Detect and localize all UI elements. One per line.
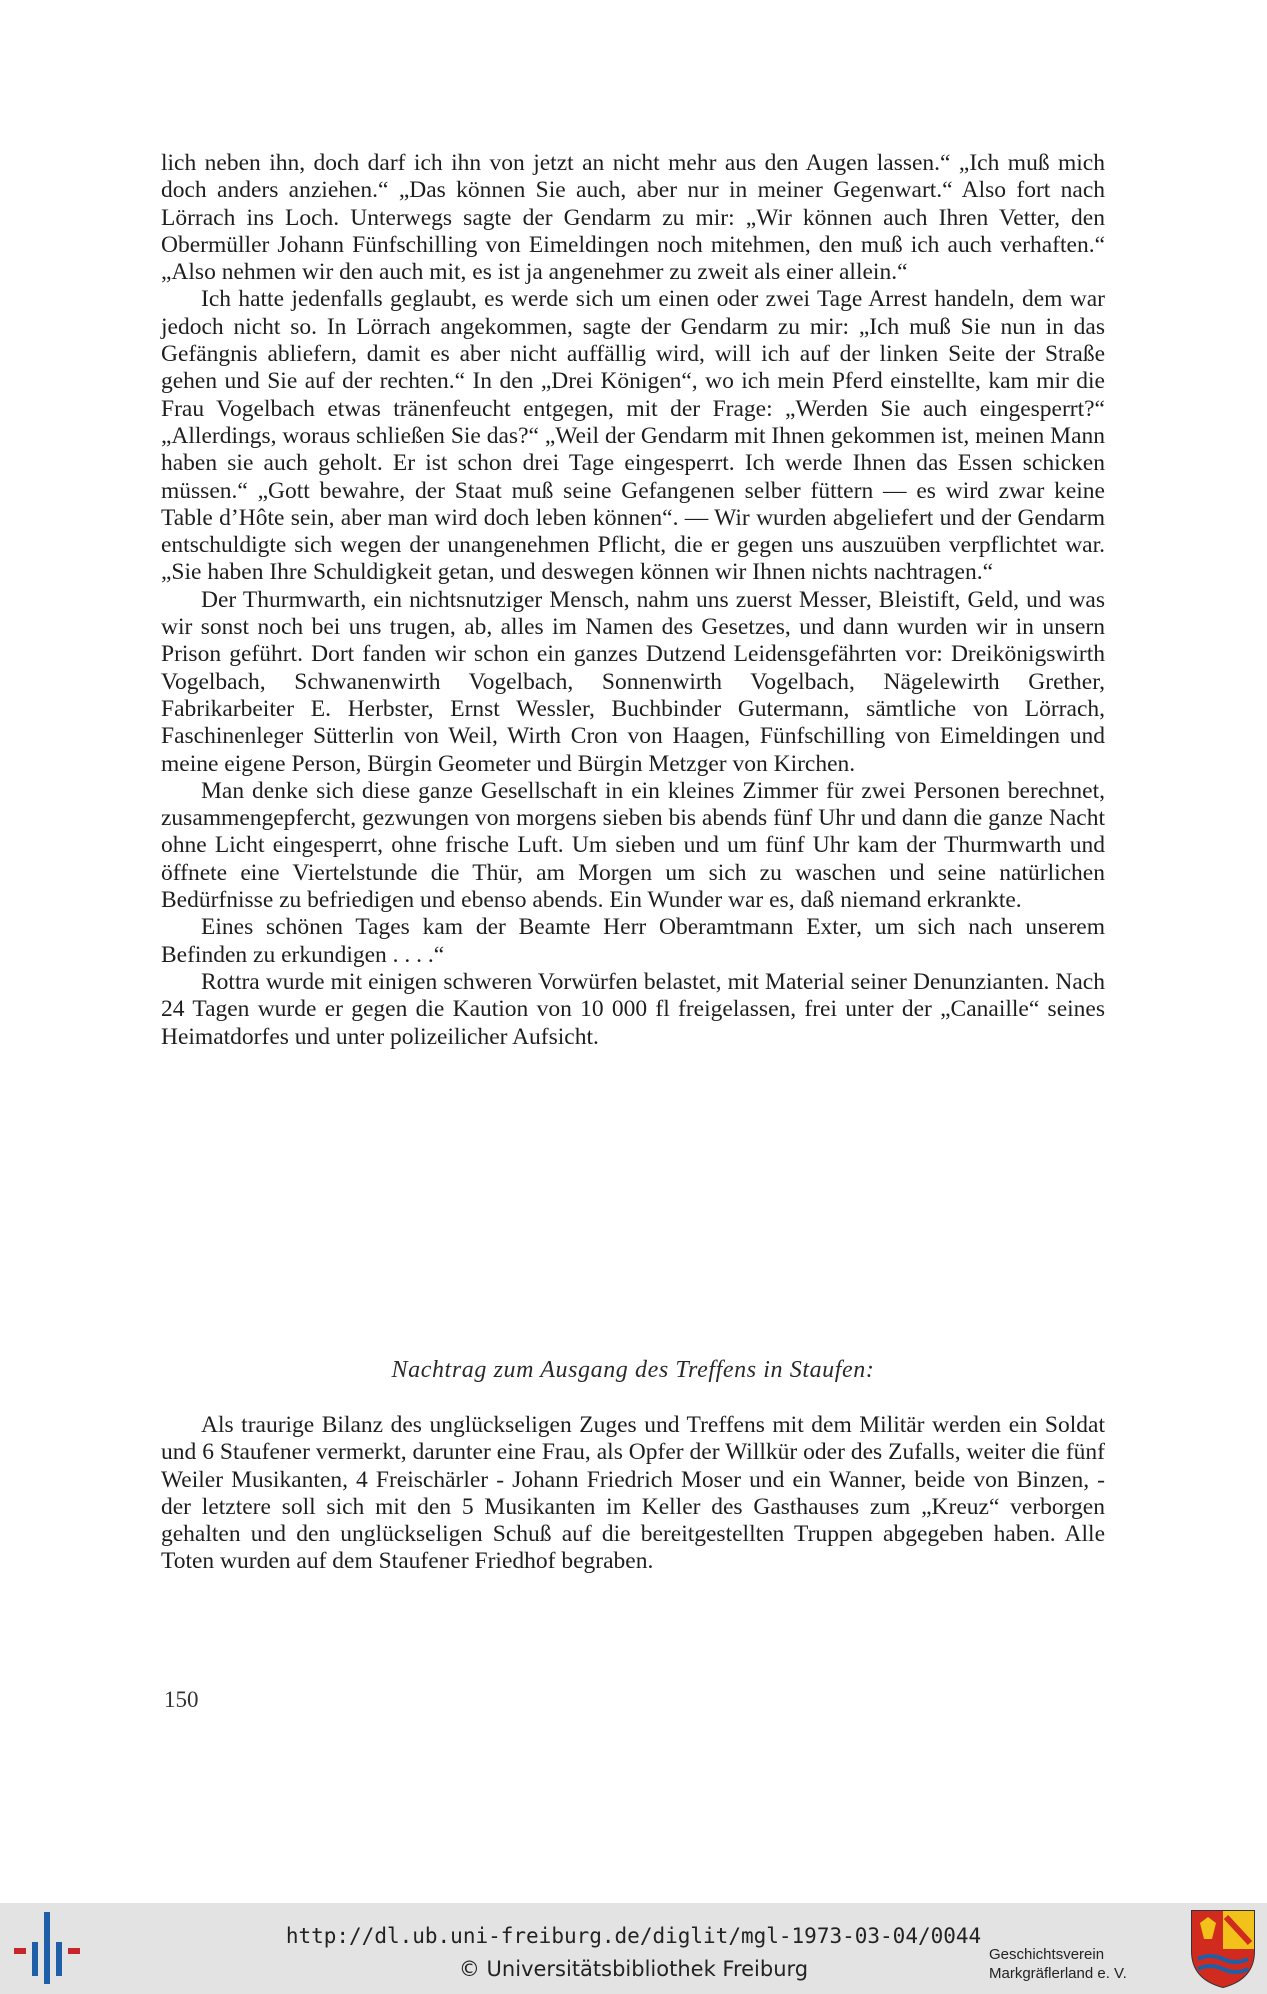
permalink-url[interactable]: http://dl.ub.uni-freiburg.de/diglit/mgl-1973-03-04/0044: [285, 1924, 982, 1948]
society-name: [989, 1945, 1179, 1983]
society-crest-icon: [1190, 1909, 1256, 1989]
society-name-line2: Markgräflerland e. V.: [989, 1965, 1127, 1982]
paragraph-6: Rottra wurde mit einigen schweren Vorwürfen belastet, mit Material seiner Denunzianten. Nach 24 Tagen wurde er gegen die Kaution von 10 000 fl freigelassen, frei unter der „Canaille“ seines Heimatdorfes und unter polizeilicher Aufsicht.: [161, 968, 1105, 1050]
section-heading: Nachtrag zum Ausgang des Treffens in Staufen:: [391, 1357, 875, 1383]
paragraph-3: Der Thurmwarth, ein nichtsnutziger Mensch, nahm uns zuerst Messer, Bleistift, Geld, und was wir sonst noch bei uns trugen, ab, alles im Namen des Gesetzes, und dann wurden wir in unsern Prison geführt. Dort fanden wir schon ein ganzes Dutzend Leidensgefährten vor: Dreikönigswirth Vogelbach, Schwanenwirth Vogelbach, Sonnenwirth Vogelbach, Nägelewirth Grether, Fabrikarbeiter E. Herbster, Ernst Wessler, Buchbinder Gutermann, sämtliche von Lörrach, Faschinenleger Sütterlin von Weil, Wirth Cron von Haagen, Fünfschilling von Eimeldingen und meine eigene Person, Bürgin Geometer und Bürgin Metzger von Kirchen.: [161, 586, 1105, 777]
addendum-text: [161, 1412, 1105, 1576]
paragraph-2: Ich hatte jedenfalls geglaubt, es werde sich um einen oder zwei Tage Arrest handeln, dem war jedoch nicht so. In Lörrach angekommen, sagte der Gendarm zu mir: „Ich muß Sie nun in das Gefängnis abliefern, damit es aber nicht auffällig wird, will ich auf der linken Seite der Straße gehen und Sie auf der rechten.“ In den „Drei Königen“, wo ich mein Pferd einstellte, kam mir die Frau Vogelbach etwas tränenfeucht entgegen, mit der Frage: „Werden Sie auch eingesperrt?“ „Allerdings, woraus schließen Sie das?“ „Weil der Gendarm mit Ihnen gekommen ist, meinen Mann haben sie auch geholt. Er ist schon drei Tage eingesperrt. Ich werde Ihnen das Essen schicken müssen.“ „Gott bewahre, der Staat muß seine Gefangenen selber füttern — es wird zwar keine Table d’Hôte sein, aber man wird doch leben können“. — Wir wurden abgeliefert und der Gendarm entschuldigte sich wegen der unangenehmen Pflicht, die er gegen uns auszuüben verpflichtet war. „Sie haben Ihre Schuldigkeit getan, und deswegen können wir Ihnen nichts nachtragen.“: [161, 286, 1105, 586]
copyright-notice: © Universitätsbibliothek Freiburg: [458, 1957, 809, 1981]
page-number: 150: [164, 1687, 199, 1712]
paragraph-5: Eines schönen Tages kam der Beamte Herr Oberamtmann Exter, um sich nach unserem Befinden zu erkundigen . . . .“: [161, 914, 1105, 968]
society-name-line1: Geschichtsverein: [989, 1946, 1105, 1963]
paragraph-1: lich neben ihn, doch darf ich ihn von jetzt an nicht mehr aus den Augen lassen.“ „Ich muß mich doch anders anziehen.“ „Das können Sie auch, aber nur in meiner Gegenwart.“ Also fort nach Lörrach ins Loch. Unterwegs sagte der Gendarm zu mir: „Wir können auch Ihren Vetter, den Obermüller Johann Fünfschilling von Eimeldingen noch mitehmen, den muß ich auch verhaften.“ „Also nehmen wir den auch mit, es ist ja angenehmer zu zweit als einer allein.“: [161, 150, 1105, 286]
paragraph-4: Man denke sich diese ganze Gesellschaft in ein kleines Zimmer für zwei Personen berechnet, zusammengepfercht, gezwungen von morgens sieben bis abends fünf Uhr und dann die ganze Nacht ohne Licht eingesperrt, ohne frische Luft. Um sieben und um fünf Uhr kam der Thurmwarth und öffnete eine Viertelstunde die Thür, am Morgen um sich zu waschen und seine natürlichen Bedürfnisse zu befriedigen und ebenso abends. Ein Wunder war es, daß niemand erkrankte.: [161, 777, 1105, 914]
addendum-paragraph: Als traurige Bilanz des unglückseligen Zuges und Treffens mit dem Militär werden ein Soldat und 6 Staufener vermerkt, darunter eine Frau, als Opfer der Willkür oder des Zufalls, weiter die fünf Weiler Musikanten, 4 Freischärler - Johann Friedrich Moser und ein Wanner, beide von Binzen, - der letztere soll sich mit den 5 Musikanten im Keller des Gasthauses zum „Kreuz“ verborgen gehalten und den unglückseligen Schuß auf die bereitgestellten Truppen abgegeben haben. Alle Toten wurden auf dem Staufener Friedhof begraben.: [161, 1412, 1105, 1575]
body-text: [161, 150, 1105, 1051]
